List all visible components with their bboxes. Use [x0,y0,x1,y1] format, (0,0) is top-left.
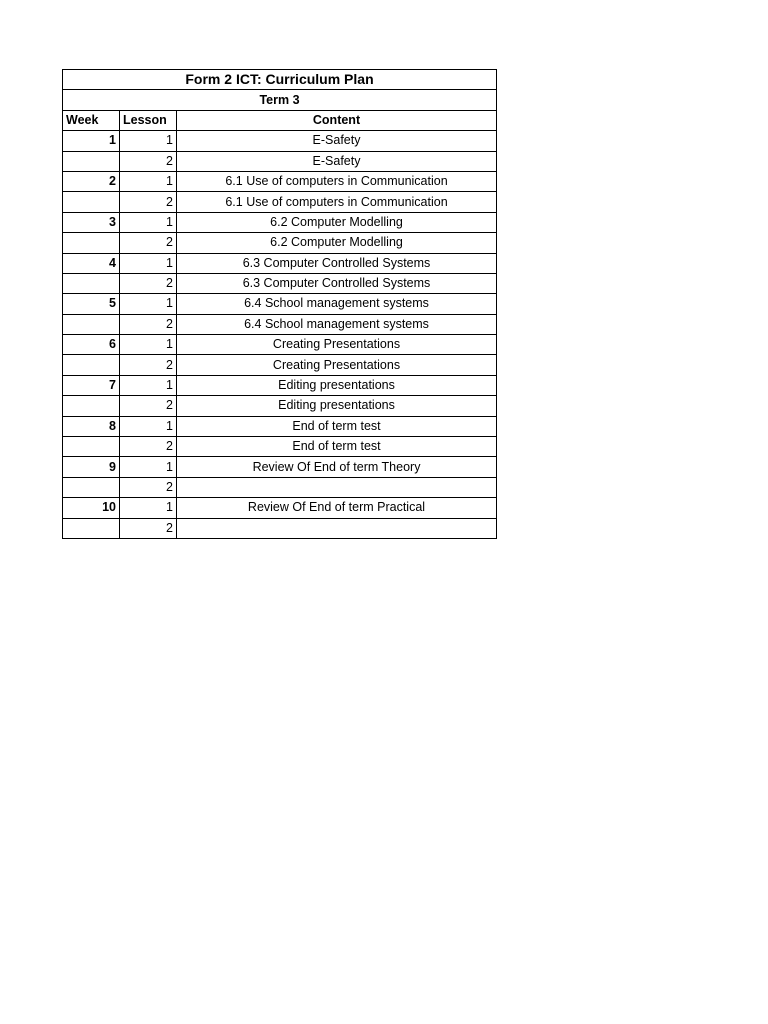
title-row [63,70,497,90]
table-row [63,314,497,334]
lesson-cell: 1 [120,294,177,314]
week-cell: 2 [63,171,120,191]
content-cell: Editing presentations [177,396,497,416]
week-cell: 3 [63,212,120,232]
content-cell [177,477,497,497]
lesson-cell: 2 [120,355,177,375]
content-cell: E-Safety [177,151,497,171]
term-row [63,90,497,110]
table-row [63,171,497,191]
table-row [63,396,497,416]
week-cell [63,477,120,497]
week-cell [63,355,120,375]
table-row [63,273,497,293]
table-row [63,375,497,395]
lesson-cell: 2 [120,151,177,171]
lesson-cell: 2 [120,192,177,212]
lesson-cell: 2 [120,477,177,497]
content-cell: Review Of End of term Practical [177,498,497,518]
content-cell: End of term test [177,437,497,457]
content-cell: Creating Presentations [177,335,497,355]
content-cell [177,518,497,538]
content-cell: 6.2 Computer Modelling [177,212,497,232]
lesson-cell: 1 [120,416,177,436]
lesson-cell: 2 [120,396,177,416]
table-row [63,212,497,232]
table-row [63,355,497,375]
content-cell: Review Of End of term Theory [177,457,497,477]
week-cell: 6 [63,335,120,355]
lesson-cell: 1 [120,212,177,232]
term-label: Term 3 [63,90,497,110]
table-row [63,192,497,212]
content-column-header: Content [177,110,497,130]
table-row [63,477,497,497]
lesson-column-header: Lesson [120,110,177,130]
week-cell: 4 [63,253,120,273]
content-cell: 6.2 Computer Modelling [177,233,497,253]
table-row [63,498,497,518]
content-cell: Creating Presentations [177,355,497,375]
table-row [63,457,497,477]
lesson-cell: 1 [120,457,177,477]
table-row [63,151,497,171]
lesson-cell: 1 [120,253,177,273]
table-row [63,518,497,538]
content-cell: 6.3 Computer Controlled Systems [177,253,497,273]
week-cell: 1 [63,131,120,151]
week-cell: 10 [63,498,120,518]
content-cell: End of term test [177,416,497,436]
table-row [63,253,497,273]
week-cell: 8 [63,416,120,436]
content-cell: 6.4 School management systems [177,314,497,334]
week-cell [63,437,120,457]
table-row [63,416,497,436]
table-title: Form 2 ICT: Curriculum Plan [63,70,497,90]
content-cell: Editing presentations [177,375,497,395]
content-cell: 6.1 Use of computers in Communication [177,171,497,191]
content-cell: 6.4 School management systems [177,294,497,314]
table-row [63,437,497,457]
content-cell: E-Safety [177,131,497,151]
week-column-header: Week [63,110,120,130]
lesson-cell: 2 [120,518,177,538]
week-cell [63,233,120,253]
week-cell: 7 [63,375,120,395]
curriculum-table [62,69,497,539]
lesson-cell: 1 [120,375,177,395]
table-row [63,233,497,253]
lesson-cell: 1 [120,171,177,191]
content-cell: 6.3 Computer Controlled Systems [177,273,497,293]
content-cell: 6.1 Use of computers in Communication [177,192,497,212]
week-cell: 9 [63,457,120,477]
week-cell [63,314,120,334]
lesson-cell: 2 [120,273,177,293]
week-cell [63,151,120,171]
table-body [63,131,497,539]
week-cell [63,396,120,416]
week-cell [63,192,120,212]
week-cell [63,273,120,293]
table-row [63,131,497,151]
lesson-cell: 2 [120,437,177,457]
table-row [63,294,497,314]
lesson-cell: 1 [120,131,177,151]
week-cell [63,518,120,538]
lesson-cell: 1 [120,498,177,518]
header-row [63,110,497,130]
lesson-cell: 1 [120,335,177,355]
lesson-cell: 2 [120,314,177,334]
lesson-cell: 2 [120,233,177,253]
table-row [63,335,497,355]
week-cell: 5 [63,294,120,314]
